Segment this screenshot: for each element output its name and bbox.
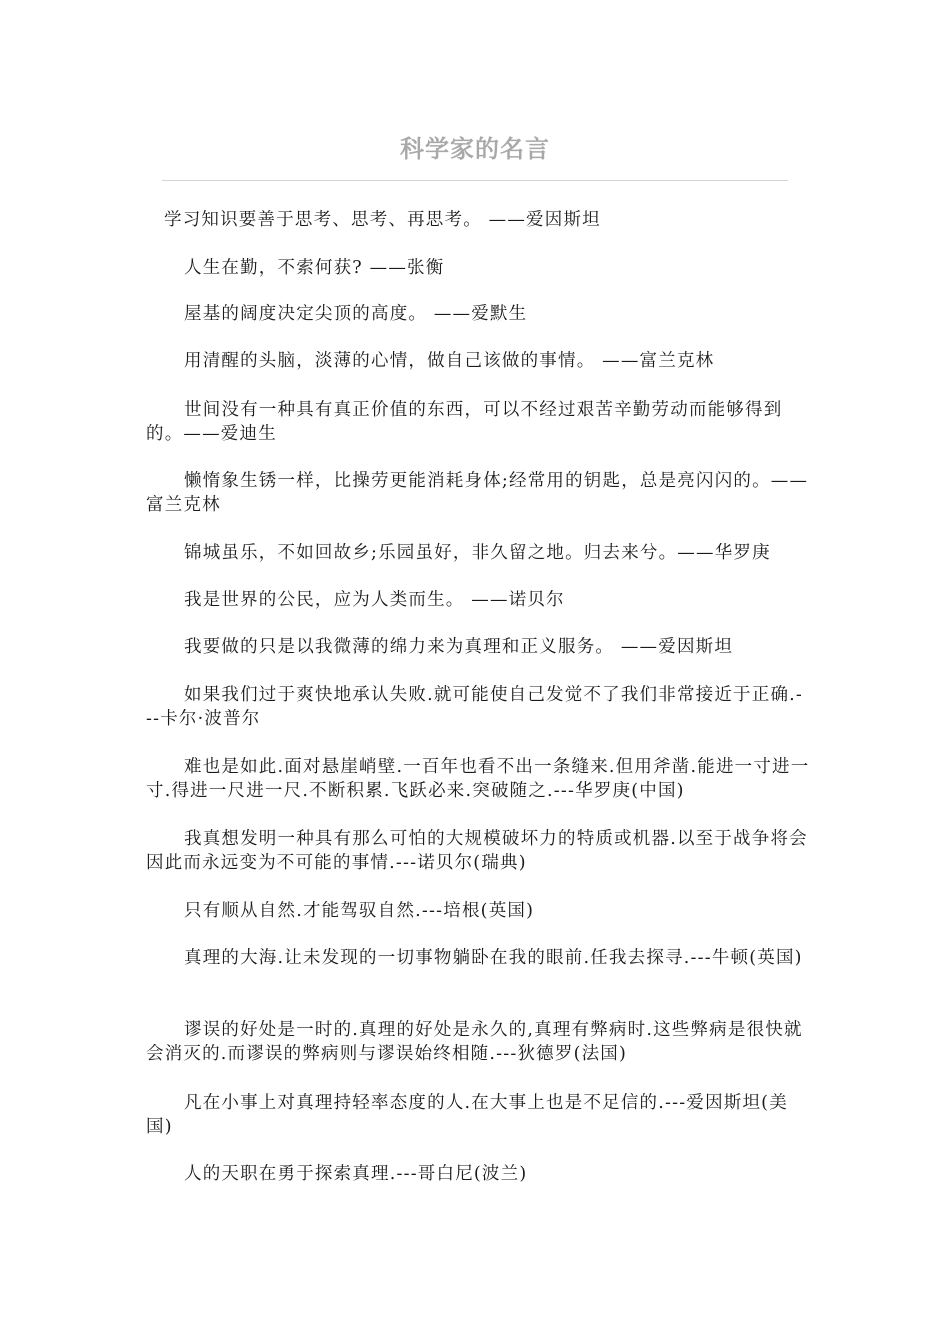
quote-paragraph: 人的天职在勇于探索真理.---哥白尼(波兰) <box>184 1164 528 1184</box>
quote-paragraph: 人生在勤，不索何获? ——张衡 <box>184 258 445 278</box>
quote-paragraph: 只有顺从自然.才能驾驭自然.---培根(英国) <box>184 901 535 921</box>
quote-paragraph: 学习知识要善于思考、思考、再思考。 ——爱因斯坦 <box>164 210 601 230</box>
quote-paragraph: 我是世界的公民，应为人类而生。 ——诺贝尔 <box>184 590 565 610</box>
quote-paragraph: 用清醒的头脑，淡薄的心情，做自己该做的事情。 ——富兰克林 <box>184 351 715 371</box>
title-divider <box>162 180 788 181</box>
quote-paragraph: 屋基的阔度决定尖顶的高度。 ——爱默生 <box>184 304 528 324</box>
quote-paragraph: 真理的大海.让未发现的一切事物躺卧在我的眼前.任我去探寻.---牛顿(英国) <box>184 948 803 968</box>
quote-paragraph: 我要做的只是以我微薄的绵力来为真理和正义服务。 ——爱因斯坦 <box>184 637 734 657</box>
quote-paragraph: 懒惰象生锈一样，比操劳更能消耗身体;经常用的钥匙，总是亮闪闪的。——富兰克林 <box>146 471 809 515</box>
page-title: 科学家的名言 <box>400 135 550 163</box>
quote-paragraph: 锦城虽乐，不如回故乡;乐园虽好，非久留之地。归去来兮。——华罗庚 <box>184 543 771 563</box>
quote-paragraph: 如果我们过于爽快地承认失败.就可能使自己发觉不了我们非常接近于正确.---卡尔·波普尔 <box>146 685 804 729</box>
quote-paragraph: 难也是如此.面对悬崖峭壁.一百年也看不出一条缝来.但用斧凿.能进一寸进一寸.得进一尺进一尺.不断积累.飞跃必来.突破随之.---华罗庚(中国) <box>146 757 810 801</box>
quote-paragraph: 谬误的好处是一时的.真理的好处是永久的,真理有弊病时.这些弊病是很快就会消灭的.而谬误的弊病则与谬误始终相随.---狄德罗(法国) <box>146 1020 803 1064</box>
quote-paragraph: 我真想发明一种具有那么可怕的大规模破坏力的特质或机器.以至于战争将会因此而永远变为不可能的事情.---诺贝尔(瑞典) <box>146 829 808 873</box>
quote-paragraph: 世间没有一种具有真正价值的东西，可以不经过艰苦辛勤劳动而能够得到的。——爱迪生 <box>146 400 783 444</box>
quote-paragraph: 凡在小事上对真理持轻率态度的人.在大事上也是不足信的.---爱因斯坦(美国) <box>146 1093 788 1137</box>
